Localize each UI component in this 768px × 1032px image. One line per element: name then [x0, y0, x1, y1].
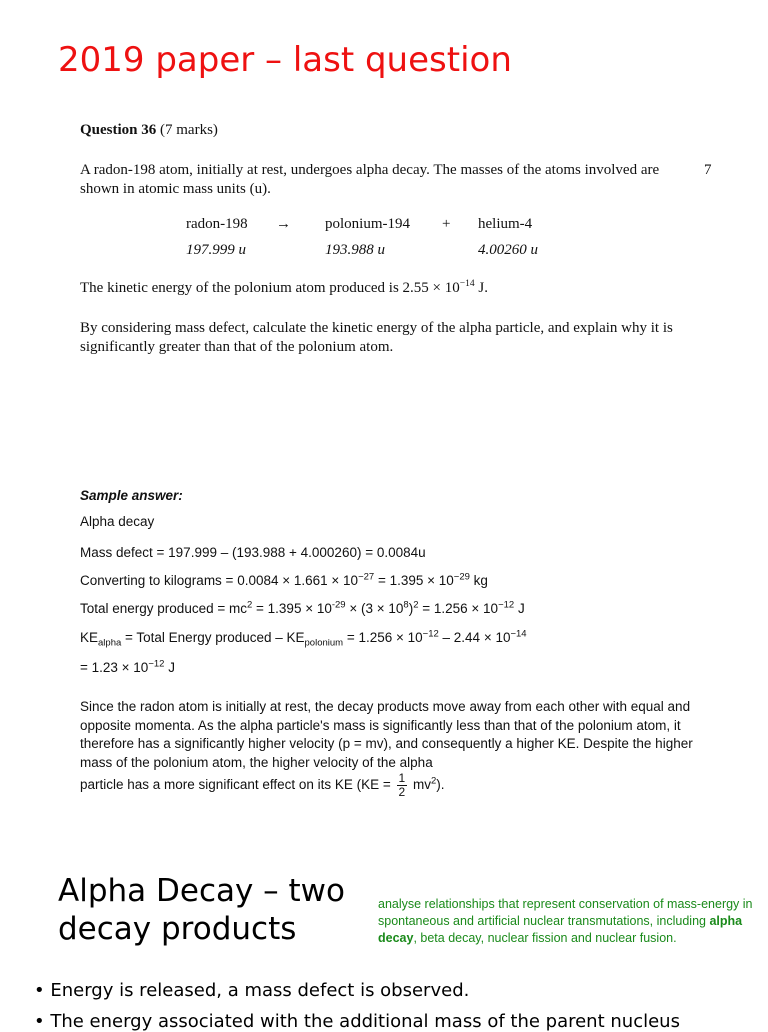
section-heading: Alpha Decay – two decay products — [58, 873, 346, 947]
explanation-paragraph — [80, 698, 720, 799]
mass-defect-line: Mass defect = 197.999 – (193.988 + 4.000260) = 0.0084u — [80, 545, 426, 560]
sample-answer-subheading: Alpha decay — [80, 514, 155, 529]
question-task: By considering mass defect, calculate the kinetic energy of the alpha particle, and explain why it is significantly greater than that of the polonium atom. — [80, 320, 673, 355]
ke-alpha-line: $KE_{alpha}$ = Total Energy produced – $KE_{polonium} = 1.256 \times 10^{-12} - 2.44 \times 10^{-14}$ — [80, 628, 527, 649]
reaction-product1: polonium-194 — [325, 216, 410, 232]
question-intro: A radon-198 atom, initially at rest, undergoes alpha decay. The masses of the atoms involved are shown in atomic mass units (u). — [80, 162, 660, 197]
reaction-product1-mass: 193.988 u — [325, 242, 385, 258]
reaction-arrow: → — [276, 216, 291, 232]
question-heading — [80, 121, 218, 140]
syllabus-highlight: alpha decay — [378, 914, 743, 945]
energy-line: Total energy produced = $mc^2 = 1.395 \times 10^{-29} \times (3 \times 10^8)^2 = 1.256 \times 10^{-12}$ J — [80, 599, 525, 616]
reaction-parent-mass: 197.999 u — [186, 242, 246, 258]
slide-title: 2019 paper – last question — [58, 40, 512, 80]
ke-statement: The kinetic energy of the polonium atom produced is $2.55 \times 10^{-14}$ J. — [80, 279, 488, 296]
reaction-product2-mass: 4.00260 u — [478, 242, 538, 258]
convert-line: Converting to kilograms = $0.0084 \times 1.661 \times 10^{-27} = 1.395 \times 10^{-29}$ kg — [80, 571, 488, 588]
reaction-parent: radon-198 — [186, 216, 248, 232]
question-number: Question 36 — [80, 122, 157, 138]
sample-answer-heading: Sample answer: — [80, 488, 183, 503]
reaction-product2: helium-4 — [478, 216, 533, 232]
bullet-item: • The energy associated with the additional mass of the parent nucleus — [34, 1011, 680, 1032]
question-marks: (7 marks) — [160, 122, 218, 138]
syllabus-outcome: analyse relationships that represent conservation of mass-energy in spontaneous and artificial nuclear transmutations, including alpha decay, beta decay, nuclear fission and nuclear fusion. — [378, 897, 753, 945]
explanation-text: Since the radon atom is initially at rest, the decay products move away from each other with equal and opposite momenta. As the alpha particle's mass is significantly less than that of the polonium atom, it therefore has a significantly higher velocity (p = mv), and consequently a higher KE. Despite the higher mass of the polonium atom, the higher velocity of the alpha — [80, 699, 693, 770]
margin-marks: 7 — [704, 162, 712, 178]
bullet-item: • Energy is released, a mass defect is observed. — [34, 980, 470, 1001]
one-half-fraction: $\frac{1}{2}$ — [398, 771, 406, 799]
explanation-last-line: particle has a more significant effect on its KE (KE = $\frac{1}{2}$ $mv^2$). — [80, 771, 445, 799]
result-line: = $1.23 \times 10^{-12}$ J — [80, 658, 175, 675]
reaction-plus: + — [442, 216, 451, 232]
